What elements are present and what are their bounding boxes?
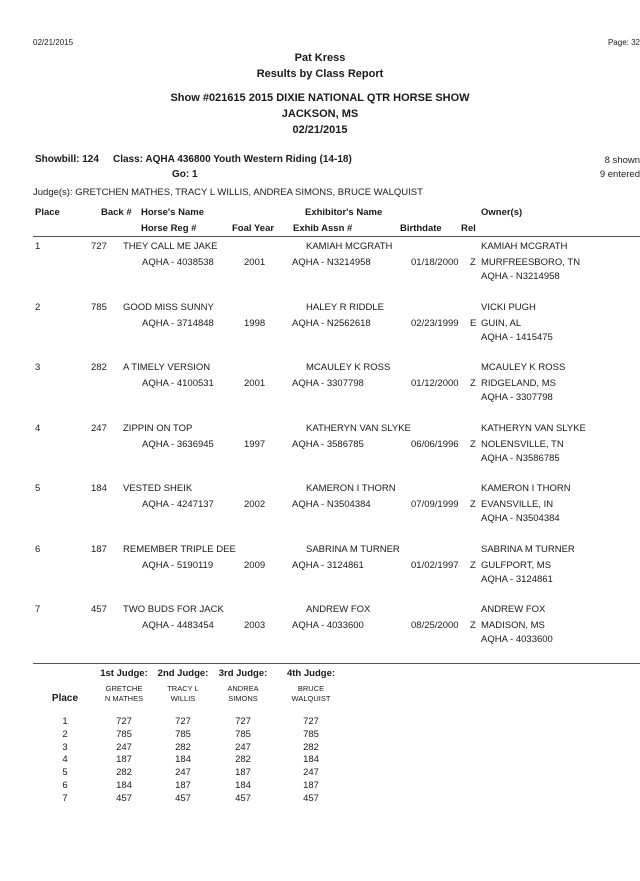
result-owner-city: NOLENSVILLE, TN	[481, 438, 564, 450]
col-horse-reg: Horse Reg #	[141, 223, 197, 234]
col-birthdate: Birthdate	[400, 223, 442, 234]
judge-card-value: 727	[175, 716, 191, 727]
judge-name-line2: WALQUIST	[291, 694, 331, 703]
result-owner-name: KAMIAH MCGRATH	[481, 241, 568, 252]
judge-name-line2: N MATHES	[104, 694, 144, 703]
judge-card-value: 282	[175, 741, 191, 753]
judges-list: Judge(s): GRETCHEN MATHES, TRACY L WILLIS, ANDREA SIMONS, BRUCE WALQUIST	[33, 187, 423, 198]
result-place: 7	[35, 604, 41, 615]
report-title: Results by Class Report	[256, 68, 384, 80]
judge-header: 1st Judge:	[100, 668, 148, 679]
page-number: Page: 32	[607, 38, 640, 47]
result-horse-name: A TIMELY VERSION	[123, 362, 211, 373]
result-exhib-assn: AQHA - 4033600	[292, 620, 364, 631]
entered-count: 9 entered	[599, 169, 640, 180]
judge-card-value: 457	[175, 792, 191, 804]
judge-card-value: 727	[235, 716, 251, 727]
judge-card-value: 187	[235, 767, 251, 779]
judge-card-place: 5	[62, 767, 68, 779]
judge-card-value: 184	[303, 754, 319, 766]
result-rel: Z	[470, 438, 476, 450]
result-place: 5	[35, 483, 41, 494]
result-owner-reg: AQHA - 3124861	[481, 573, 553, 585]
judge-card-value: 184	[116, 780, 132, 791]
result-birthdate: 02/23/1999	[411, 317, 459, 329]
judge-name-line2: SIMONS	[228, 694, 258, 703]
result-horse-name: TWO BUDS FOR JACK	[123, 604, 224, 615]
judge-card-value: 184	[175, 754, 191, 766]
result-birthdate: 01/12/2000	[411, 378, 459, 389]
col-owner: Owner(s)	[481, 207, 523, 218]
col-place: Place	[35, 207, 60, 218]
judge-card-place: 2	[62, 728, 68, 740]
judge-card-value: 727	[116, 716, 132, 727]
col-back: Back #	[101, 207, 132, 218]
result-exhib-assn: AQHA - N2562618	[292, 317, 371, 329]
result-horse-name: REMEMBER TRIPLE DEE	[123, 543, 236, 555]
result-foal-year: 2009	[244, 559, 266, 571]
judge-card-place: 6	[62, 780, 68, 791]
judge-card-value: 187	[116, 754, 132, 766]
report-author: Pat Kress	[294, 52, 346, 64]
judge-card-value: 282	[116, 767, 132, 779]
result-rel: Z	[470, 257, 476, 268]
result-owner-reg: AQHA - 1415475	[481, 331, 553, 343]
judge-name-line2: WILLIS	[170, 694, 196, 703]
result-horse-reg: AQHA - 3636945	[142, 438, 214, 450]
judge-name-line1: ANDREA	[227, 684, 259, 693]
result-owner-name: ANDREW FOX	[481, 604, 546, 615]
result-birthdate: 01/18/2000	[411, 257, 459, 268]
result-horse-reg: AQHA - 4100531	[142, 378, 214, 389]
showbill: Showbill: 124	[35, 154, 99, 165]
result-birthdate: 01/02/1997	[411, 559, 459, 571]
judge-card-value: 184	[235, 780, 251, 791]
print-date: 02/21/2015	[33, 38, 74, 47]
result-owner-reg: AQHA - N3504384	[481, 513, 560, 524]
col-exhibitor-name: Exhibitor's Name	[305, 207, 383, 218]
judge-header: 2nd Judge:	[157, 668, 209, 679]
result-exhib-assn: AQHA - N3214958	[292, 257, 371, 268]
result-exhibitor-name: HALEY R RIDDLE	[306, 301, 384, 313]
result-exhib-assn: AQHA - 3124861	[292, 559, 364, 571]
result-owner-city: GULFPORT, MS	[481, 559, 552, 571]
judge-header: 3rd Judge:	[218, 668, 268, 679]
judge-name-line1: BRUCE	[297, 684, 325, 693]
result-rel: E	[470, 317, 477, 329]
result-rel: Z	[470, 559, 476, 571]
result-back-number: 184	[91, 483, 107, 494]
result-horse-name: THEY CALL ME JAKE	[123, 241, 218, 252]
judge-card-value: 247	[303, 767, 319, 779]
judge-card-place: 7	[62, 792, 68, 804]
judge-card-value: 785	[235, 728, 251, 740]
result-horse-reg: AQHA - 4483454	[142, 620, 214, 631]
result-owner-reg: AQHA - N3214958	[481, 271, 560, 282]
result-owner-reg: AQHA - 4033600	[481, 634, 553, 645]
judge-card-value: 457	[235, 792, 251, 804]
result-place: 4	[35, 422, 41, 434]
result-owner-city: MADISON, MS	[481, 620, 545, 631]
result-horse-reg: AQHA - 4038538	[142, 257, 214, 268]
result-owner-city: GUIN, AL	[481, 317, 522, 329]
result-rel: Z	[470, 620, 476, 631]
show-location: JACKSON, MS	[281, 108, 359, 120]
judge-header: 4th Judge:	[286, 668, 336, 679]
result-place: 1	[35, 241, 41, 252]
judge-section-divider	[33, 663, 640, 664]
judge-name-line1: TRACY L	[167, 684, 199, 693]
header-divider	[33, 236, 640, 237]
result-foal-year: 1998	[244, 317, 266, 329]
result-owner-name: KAMERON I THORN	[481, 483, 571, 494]
result-owner-city: RIDGELAND, MS	[481, 378, 556, 389]
show-title: Show #021615 2015 DIXIE NATIONAL QTR HORSE SHOW	[170, 92, 470, 104]
result-horse-name: ZIPPIN ON TOP	[123, 422, 193, 434]
result-exhibitor-name: KAMERON I THORN	[306, 483, 396, 494]
result-exhib-assn: AQHA - 3307798	[292, 378, 364, 389]
result-owner-name: VICKI PUGH	[481, 301, 536, 313]
show-date: 02/21/2015	[292, 124, 348, 136]
judge-card-value: 282	[235, 754, 251, 766]
result-foal-year: 2002	[244, 499, 266, 510]
judge-card-value: 457	[303, 792, 319, 804]
judge-card-value: 785	[175, 728, 191, 740]
result-birthdate: 08/25/2000	[411, 620, 459, 631]
judge-card-value: 457	[116, 792, 132, 804]
class-name: Class: AQHA 436800 Youth Western Riding (14-18)	[113, 154, 352, 165]
go-number: Go: 1	[172, 169, 198, 180]
result-exhibitor-name: SABRINA M TURNER	[306, 543, 400, 555]
judge-card-value: 247	[116, 741, 132, 753]
result-foal-year: 2003	[244, 620, 266, 631]
col-horse-name: Horse's Name	[141, 207, 204, 218]
result-horse-name: GOOD MISS SUNNY	[123, 301, 214, 313]
result-horse-reg: AQHA - 3714848	[142, 317, 214, 329]
result-exhibitor-name: MCAULEY K ROSS	[306, 362, 391, 373]
judge-card-value: 282	[303, 741, 319, 753]
result-exhibitor-name: ANDREW FOX	[306, 604, 371, 615]
judge-card-place: 1	[62, 716, 68, 727]
judge-card-value: 785	[116, 728, 132, 740]
result-owner-city: MURFREESBORO, TN	[481, 257, 581, 268]
result-back-number: 187	[91, 543, 107, 555]
result-owner-name: SABRINA M TURNER	[481, 543, 575, 555]
result-back-number: 247	[91, 422, 107, 434]
result-exhib-assn: AQHA - 3586785	[292, 438, 364, 450]
judge-card-place: 4	[62, 754, 68, 766]
result-back-number: 785	[91, 301, 107, 313]
result-birthdate: 06/06/1996	[411, 438, 459, 450]
result-owner-reg: AQHA - N3586785	[481, 452, 560, 464]
result-place: 2	[35, 301, 41, 313]
judge-card-value: 187	[175, 780, 191, 791]
judge-card-value: 785	[303, 728, 319, 740]
result-place: 6	[35, 543, 41, 555]
judge-card-place-label: Place	[51, 693, 79, 704]
result-foal-year: 2001	[244, 257, 266, 268]
result-exhibitor-name: KATHERYN VAN SLYKE	[306, 422, 411, 434]
result-back-number: 282	[91, 362, 107, 373]
result-horse-reg: AQHA - 5190119	[142, 559, 214, 571]
result-owner-reg: AQHA - 3307798	[481, 392, 553, 403]
result-horse-reg: AQHA - 4247137	[142, 499, 214, 510]
result-rel: Z	[470, 378, 476, 389]
result-owner-name: KATHERYN VAN SLYKE	[481, 422, 586, 434]
shown-count: 8 shown	[604, 155, 640, 166]
result-owner-name: MCAULEY K ROSS	[481, 362, 566, 373]
judge-card-value: 247	[235, 741, 251, 753]
judge-card-value: 727	[303, 716, 319, 727]
result-place: 3	[35, 362, 41, 373]
result-exhibitor-name: KAMIAH MCGRATH	[306, 241, 393, 252]
judge-card-value: 247	[175, 767, 191, 779]
result-owner-city: EVANSVILLE, IN	[481, 499, 554, 510]
judge-card-place: 3	[62, 741, 68, 753]
col-foal-year: Foal Year	[232, 223, 275, 234]
result-horse-name: VESTED SHEIK	[123, 483, 193, 494]
result-foal-year: 2001	[244, 378, 266, 389]
result-birthdate: 07/09/1999	[411, 499, 459, 510]
col-exhib-assn: Exhib Assn #	[293, 223, 353, 234]
judge-name-line1: GRETCHE	[105, 684, 143, 693]
result-back-number: 727	[91, 241, 107, 252]
judge-card-value: 187	[303, 780, 319, 791]
col-rel: Rel	[461, 223, 476, 234]
result-back-number: 457	[91, 604, 107, 615]
result-foal-year: 1997	[244, 438, 266, 450]
result-exhib-assn: AQHA - N3504384	[292, 499, 371, 510]
result-rel: Z	[470, 499, 476, 510]
